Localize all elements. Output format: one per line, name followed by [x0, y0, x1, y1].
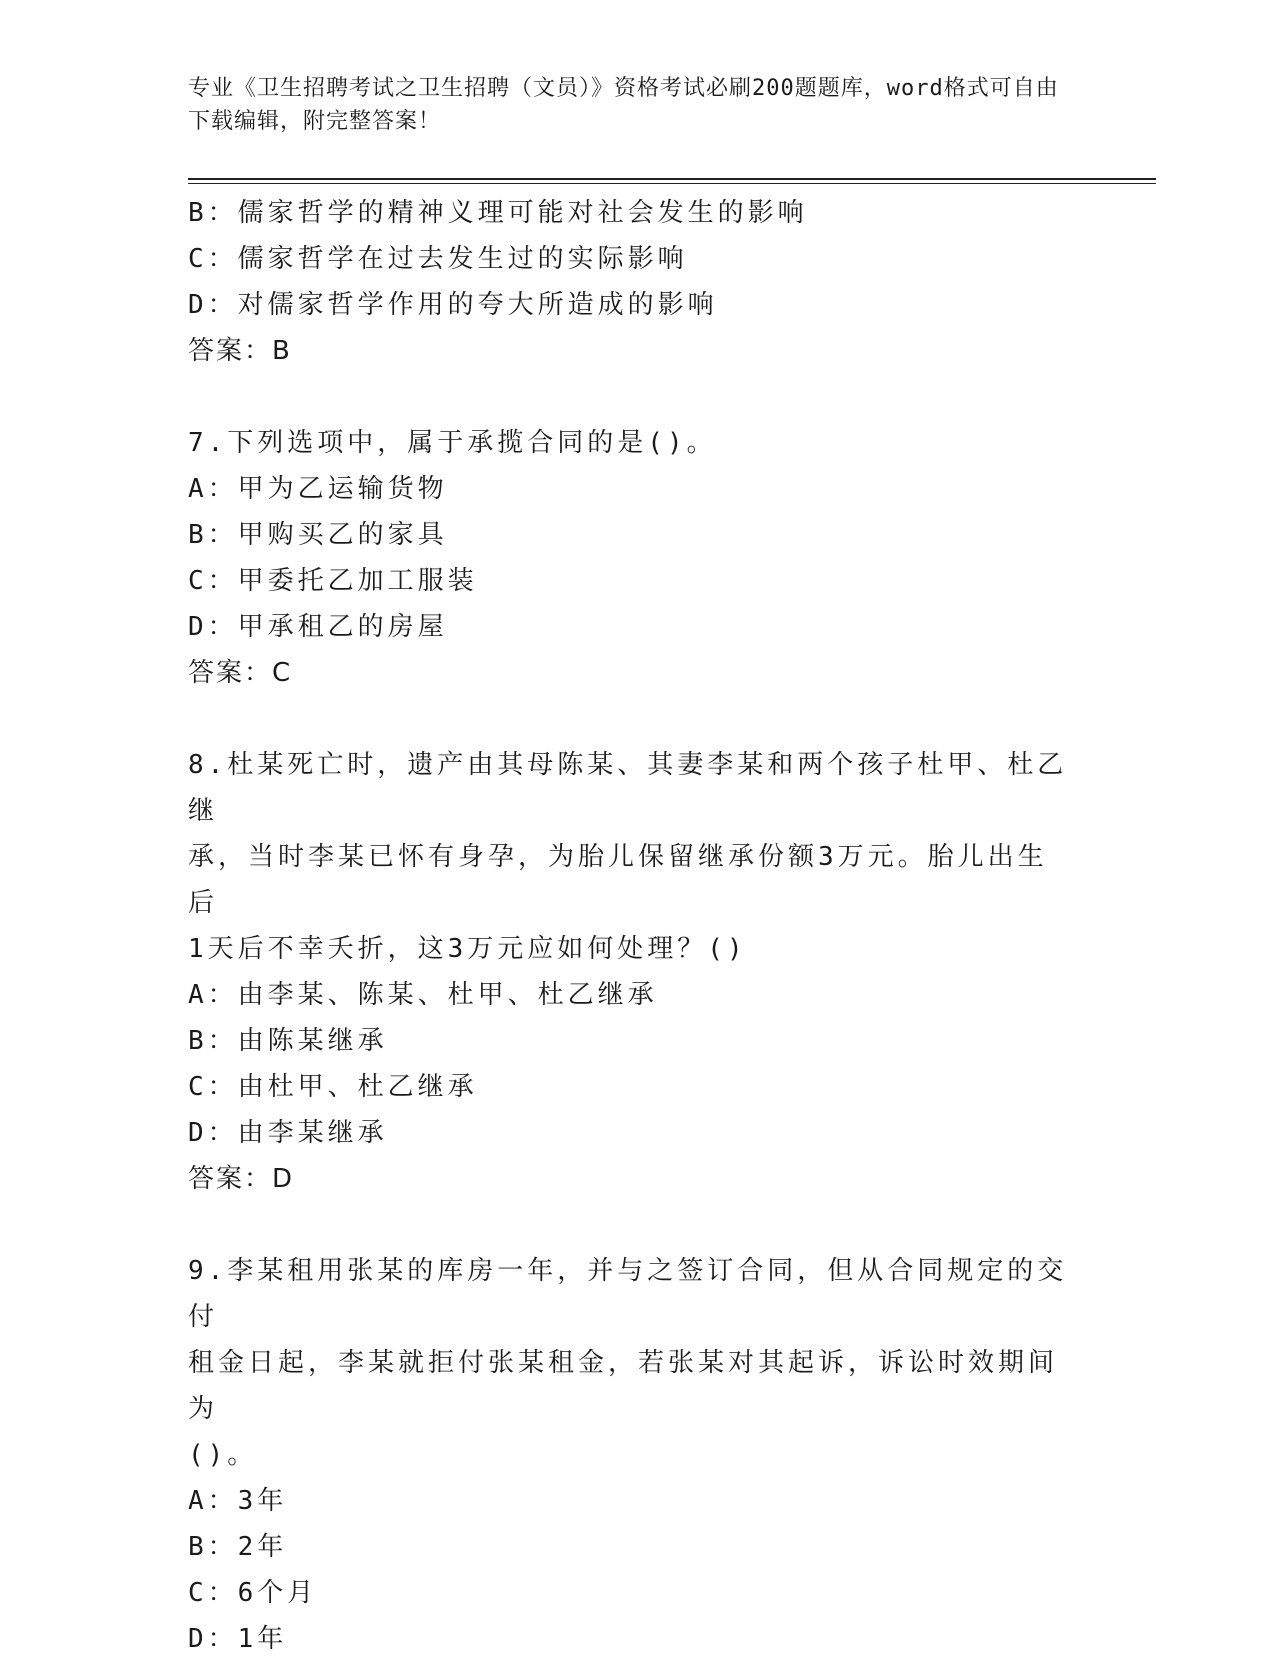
option-c: C：由杜甲、杜乙继承	[188, 1072, 478, 1102]
question-stem-line: 9.李某租用张某的库房一年，并与之签订合同，但从合同规定的交付	[188, 1256, 1068, 1332]
option-c: C：儒家哲学在过去发生过的实际影响	[188, 244, 688, 274]
option-a: A：3年	[188, 1486, 288, 1516]
option-d: D：对儒家哲学作用的夸大所造成的影响	[188, 290, 718, 320]
question-7	[188, 420, 1068, 696]
header-divider	[188, 178, 1156, 180]
document-body	[188, 190, 1068, 1662]
question-8	[188, 742, 1068, 1202]
option-d: D：甲承租乙的房屋	[188, 612, 448, 642]
question-stem-line: 承，当时李某已怀有身孕，为胎儿保留继承份额3万元。胎儿出生后	[188, 842, 1048, 918]
question-stem-line: 8.杜某死亡时，遗产由其母陈某、其妻李某和两个孩子杜甲、杜乙继	[188, 750, 1068, 826]
option-c: C：甲委托乙加工服装	[188, 566, 478, 596]
option-d: D：1年	[188, 1624, 288, 1654]
option-b: B：儒家哲学的精神义理可能对社会发生的影响	[188, 198, 808, 228]
answer-line: 答案：D	[188, 1164, 295, 1194]
question-stem-line: 1天后不幸夭折，这3万元应如何处理？()	[188, 934, 747, 964]
page-header: 专业《卫生招聘考试之卫生招聘（文员）》资格考试必刷200题题库，word格式可自由下载编辑，附完整答案！	[188, 76, 1059, 134]
question-stem-line: 租金日起，李某就拒付张某租金，若张某对其起诉，诉讼时效期间为	[188, 1348, 1059, 1424]
option-d: D：由李某继承	[188, 1118, 388, 1148]
option-b: B：甲购买乙的家具	[188, 520, 448, 550]
option-a: A：由李某、陈某、杜甲、杜乙继承	[188, 980, 658, 1010]
question-stem: 7.下列选项中，属于承揽合同的是()。	[188, 428, 717, 458]
question-block-prev	[188, 190, 1068, 374]
option-c: C：6个月	[188, 1578, 318, 1608]
option-a: A：甲为乙运输货物	[188, 474, 448, 504]
question-9	[188, 1248, 1068, 1662]
header-divider-thin	[188, 183, 1156, 184]
answer-line: 答案：B	[188, 336, 292, 366]
question-stem-line: ()。	[188, 1440, 258, 1470]
option-b: B：2年	[188, 1532, 288, 1562]
answer-line: 答案：C	[188, 658, 293, 688]
option-b: B：由陈某继承	[188, 1026, 388, 1056]
